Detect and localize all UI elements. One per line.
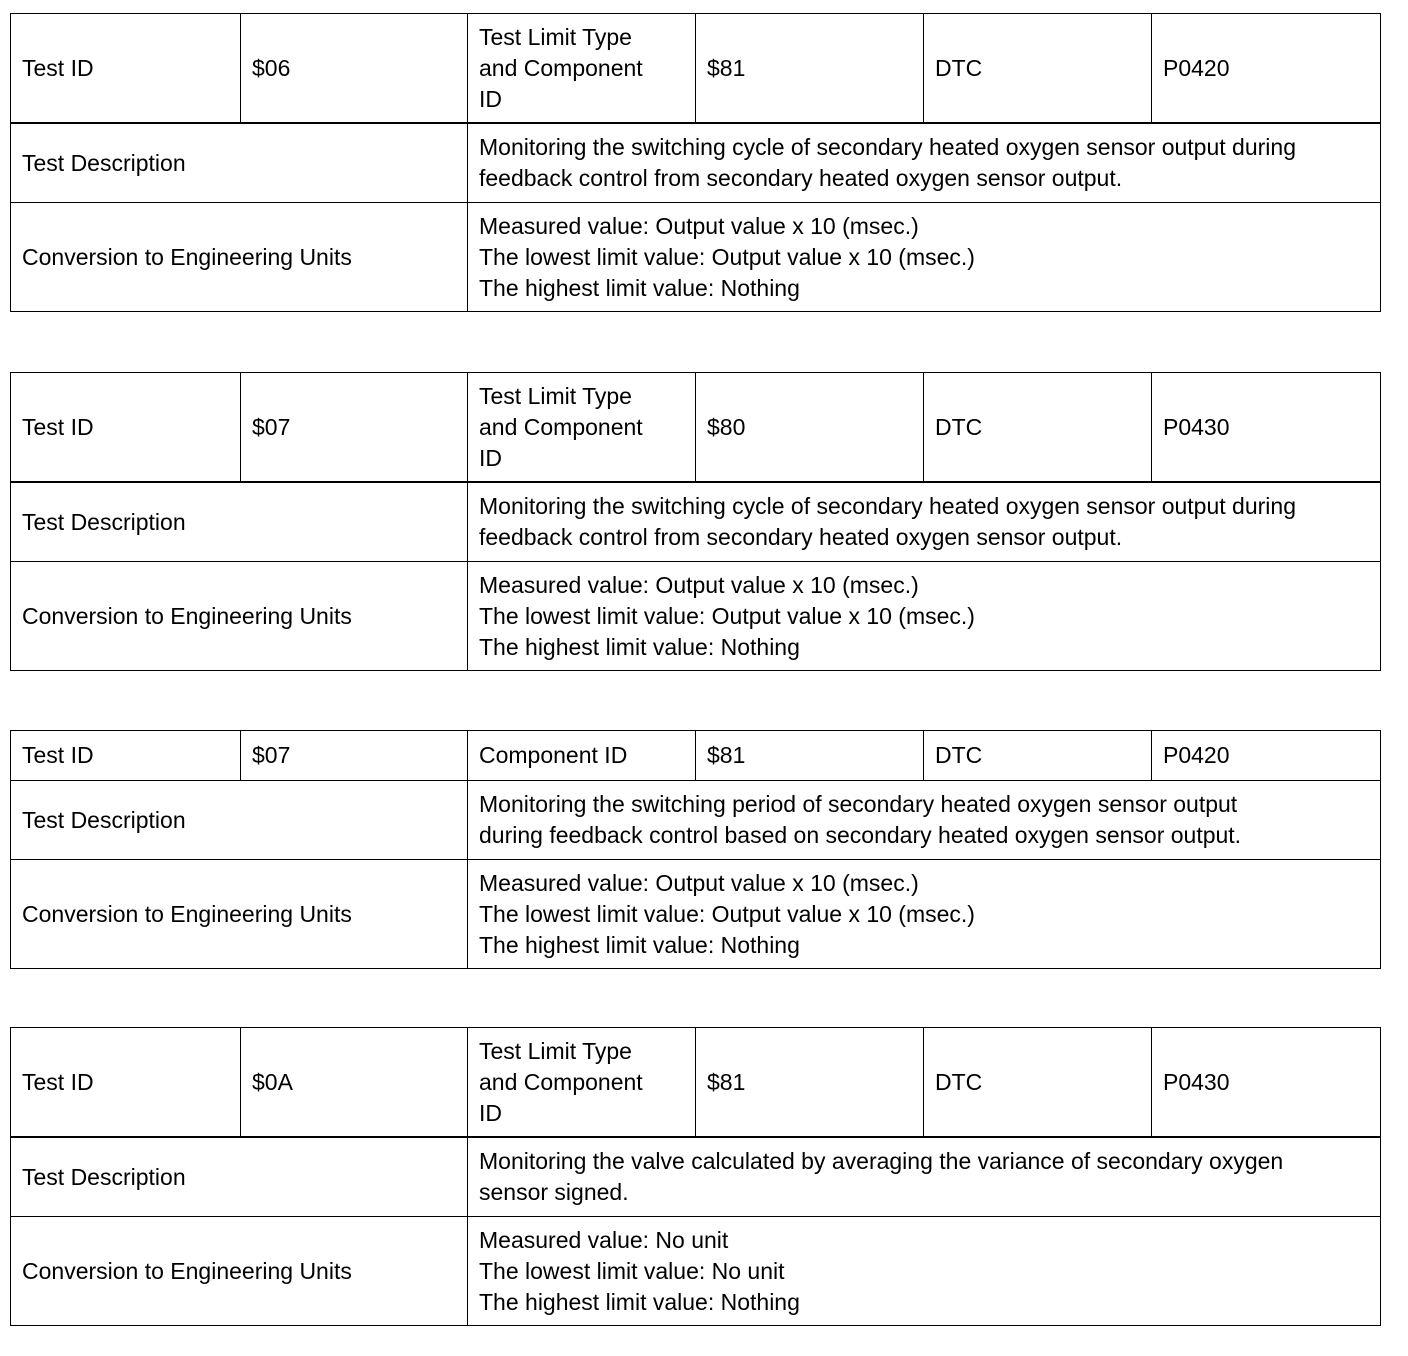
component-id-value: $81	[696, 1028, 924, 1138]
conversion-label: Conversion to Engineering Units	[11, 1217, 468, 1326]
monitor-test-table	[10, 730, 1381, 969]
conversion-value: Measured value: Output value x 10 (msec.) The lowest limit value: Output value x 10 (msec.) The highest limit value: Nothing	[468, 860, 1381, 969]
component-id-label: Component ID	[468, 731, 696, 781]
dtc-value: P0420	[1152, 14, 1381, 124]
test-description-value: Monitoring the switching cycle of secondary heated oxygen sensor output during feedback control from secondary heated oxygen sensor output.	[468, 123, 1381, 203]
test-id-value: $0A	[241, 1028, 468, 1138]
component-id-label: Test Limit Type and Component ID	[468, 14, 696, 124]
component-id-value: $81	[696, 731, 924, 781]
test-description-label: Test Description	[11, 1137, 468, 1217]
test-description-label: Test Description	[11, 123, 468, 203]
conversion-label: Conversion to Engineering Units	[11, 562, 468, 671]
test-id-label: Test ID	[11, 373, 241, 483]
conversion-value: Measured value: Output value x 10 (msec.) The lowest limit value: Output value x 10 (msec.) The highest limit value: Nothing	[468, 562, 1381, 671]
test-id-label: Test ID	[11, 731, 241, 781]
component-id-value: $81	[696, 14, 924, 124]
dtc-label: DTC	[924, 14, 1152, 124]
test-id-label: Test ID	[11, 14, 241, 124]
monitor-test-table	[10, 1027, 1381, 1326]
component-id-value: $80	[696, 373, 924, 483]
conversion-value: Measured value: No unit The lowest limit value: No unit The highest limit value: Nothing	[468, 1217, 1381, 1326]
dtc-label: DTC	[924, 373, 1152, 483]
dtc-value: P0430	[1152, 1028, 1381, 1138]
component-id-label: Test Limit Type and Component ID	[468, 1028, 696, 1138]
conversion-label: Conversion to Engineering Units	[11, 203, 468, 312]
monitor-test-table	[10, 13, 1381, 312]
test-description-label: Test Description	[11, 781, 468, 860]
test-id-value: $07	[241, 731, 468, 781]
test-id-label: Test ID	[11, 1028, 241, 1138]
dtc-label: DTC	[924, 1028, 1152, 1138]
component-id-label: Test Limit Type and Component ID	[468, 373, 696, 483]
test-description-value: Monitoring the switching cycle of secondary heated oxygen sensor output during feedback control from secondary heated oxygen sensor output.	[468, 482, 1381, 562]
dtc-value: P0420	[1152, 731, 1381, 781]
test-description-value: Monitoring the valve calculated by averaging the variance of secondary oxygen sensor signed.	[468, 1137, 1381, 1217]
monitor-test-table	[10, 372, 1381, 671]
test-description-value: Monitoring the switching period of secondary heated oxygen sensor output during feedback control based on secondary heated oxygen sensor output.	[468, 781, 1381, 860]
test-id-value: $07	[241, 373, 468, 483]
test-id-value: $06	[241, 14, 468, 124]
dtc-label: DTC	[924, 731, 1152, 781]
conversion-value: Measured value: Output value x 10 (msec.) The lowest limit value: Output value x 10 (msec.) The highest limit value: Nothing	[468, 203, 1381, 312]
test-description-label: Test Description	[11, 482, 468, 562]
dtc-value: P0430	[1152, 373, 1381, 483]
conversion-label: Conversion to Engineering Units	[11, 860, 468, 969]
